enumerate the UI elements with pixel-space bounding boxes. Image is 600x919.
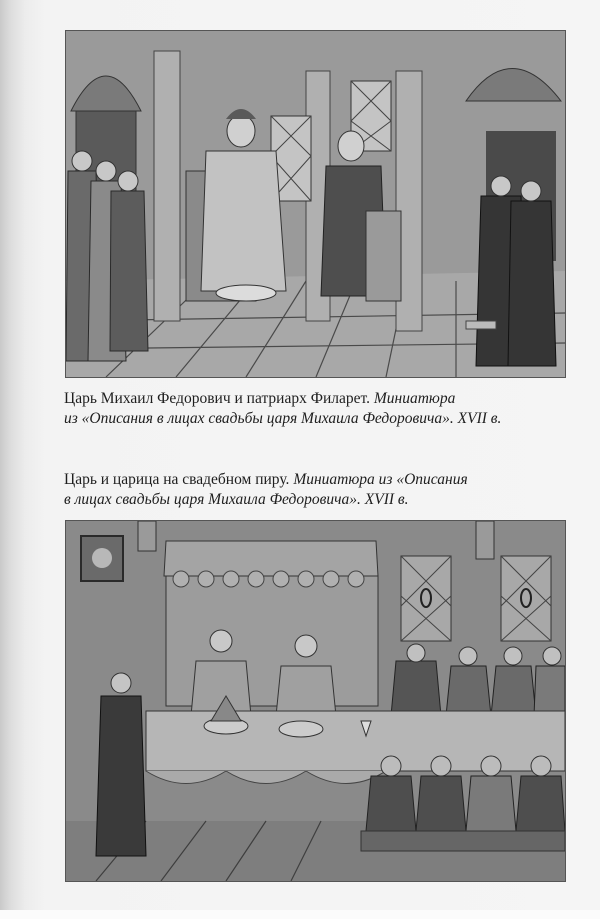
caption-title: Царь и царица на свадебном пиру. xyxy=(64,471,290,488)
figure-caption-top xyxy=(64,389,544,429)
caption-source-cont: из «Описания в лицах свадьбы царя Михаила Федоровича». XVII в. xyxy=(64,410,502,427)
caption-source-cont: в лицах свадьбы царя Михаила Федоровича». XVII в. xyxy=(64,491,409,508)
caption-title: Царь Михаил Федорович и патриарх Филарет. xyxy=(64,390,370,407)
figure-caption-bottom xyxy=(64,470,544,510)
illustration-tsar-and-patriarch xyxy=(65,30,566,378)
miniature-drawing-top xyxy=(66,31,565,377)
illustration-wedding-feast xyxy=(65,520,566,882)
miniature-drawing-bottom xyxy=(66,521,565,881)
caption-source: Миниатюра xyxy=(373,390,456,407)
page-bottom-margin xyxy=(0,910,600,919)
caption-source: Миниатюра из «Описания xyxy=(293,471,468,488)
